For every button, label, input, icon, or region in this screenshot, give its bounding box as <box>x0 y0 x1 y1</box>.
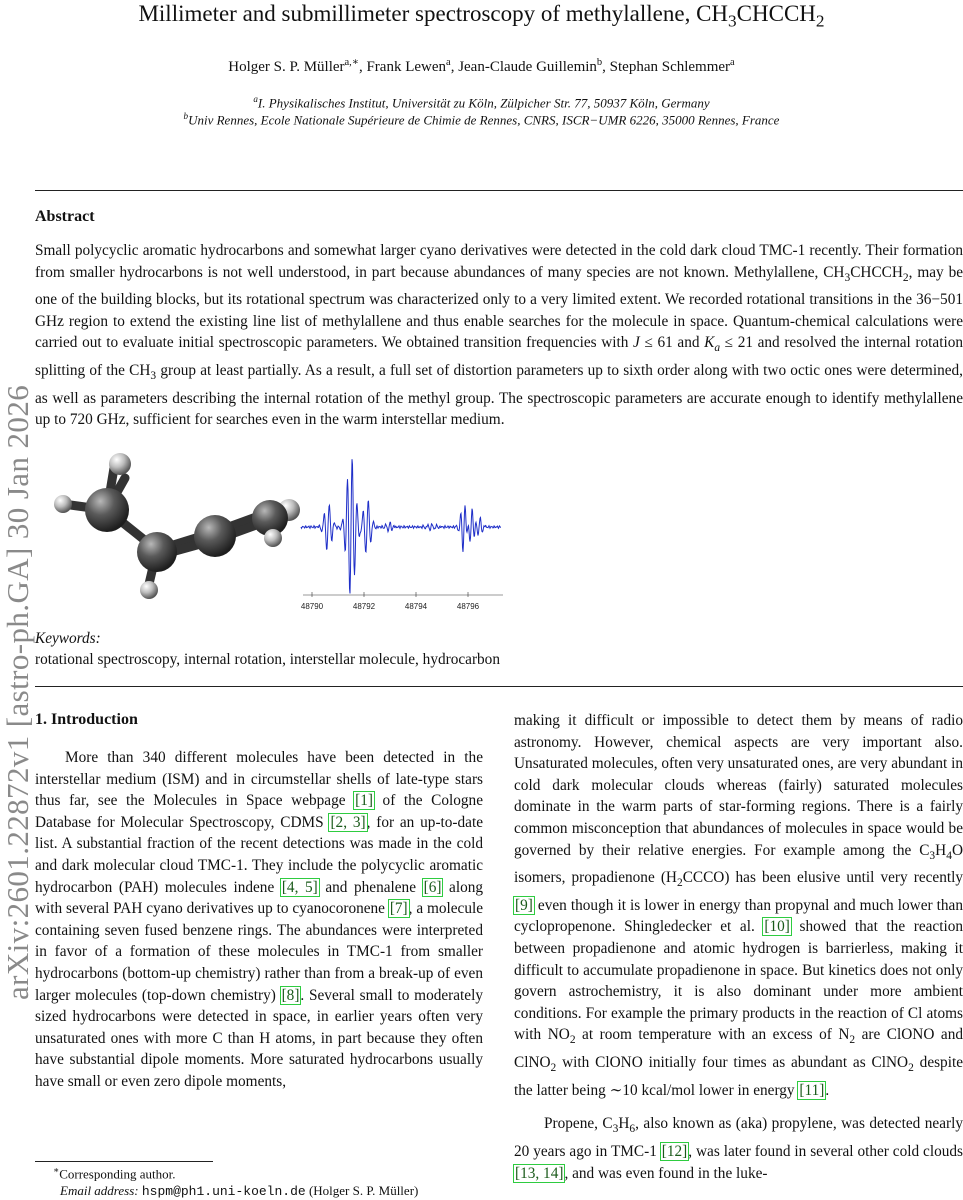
text-run: . Several small to moderately sized hydrocarbons were detected in space, in earlier years often very unsaturated ones with more C than H atoms, in part because they often have substantial dipole moments. More saturated hydrocarbons usually have small or even zero dipole moments, <box>35 986 483 1090</box>
subscript: 2 <box>569 1034 576 1047</box>
subscript: 2 <box>676 877 683 890</box>
carbon-atom <box>194 515 236 557</box>
text-run: , a molecule containing seven fused benzene rings. The abundances were interpreted in favor of a formation of these molecules in TMC-1 from smaller hydrocarbons (bottom-up chemistry) rather than from a break-up of even larger molecules (top-down chemistry) <box>35 900 484 1004</box>
citation-link[interactable]: [2, 3] <box>330 813 366 831</box>
author-separator: , <box>358 59 367 75</box>
text-run: , was later found in several other cold clouds <box>688 1142 963 1160</box>
spectrum-plot <box>298 432 508 617</box>
author-name: Holger S. P. Müller <box>228 59 345 75</box>
abstract-divider <box>35 686 963 687</box>
author-separator: , <box>450 59 459 75</box>
affiliation-a: $^a$I. Physikalisches Institut, Universität zu Köln, Zülpicher Str. 77, 50937 Köln, Germany <box>253 94 710 111</box>
email-link[interactable]: hspm@ph1.uni-koeln.de <box>141 1184 306 1199</box>
text-run: Propene, C <box>544 1115 613 1133</box>
paragraph-gap <box>514 1101 963 1113</box>
affiliation-b: $^b$Univ Rennes, Ecole Nationale Supérieure de Chimie de Rennes, CNRS, ISCR−UMR 6226, 35000 Rennes, France <box>183 111 780 128</box>
spectrum-trace <box>301 459 501 593</box>
spectrum-tick-label: 48794 <box>404 602 428 611</box>
text-run: and phenalene <box>318 878 423 896</box>
spectrum-tick-label: 48792 <box>352 602 376 611</box>
citation-link[interactable]: [9] <box>515 896 533 914</box>
author-affiliation-mark: a,∗ <box>344 57 359 68</box>
author-name: Stephan Schlemmer <box>609 59 731 75</box>
subscript: 3 <box>612 1123 619 1136</box>
intro-paragraph <box>35 747 483 1093</box>
footnote-corresponding: ∗Corresponding author. <box>53 1165 176 1182</box>
text-run: at room temperature with an excess of N <box>575 1026 850 1044</box>
text-run: More than 340 different molecules have been detected in the interstellar medium (ISM) and in circumstellar shells of late-type stars thus far, see the Molecules in Space webpage <box>35 749 483 810</box>
subscript: 4 <box>946 849 952 862</box>
keywords-label: Keywords: <box>35 630 101 647</box>
abstract-body: Small polycyclic aromatic hydrocarbons and somewhat larger cyano derivatives were detected in the cold dark cloud TMC-1 recently. Their formation from smaller hydrocarbons is not well understood, in part because abundances of many species are not known. Methylallene, $CH_3CHCCH_2$, may be one of the building blocks, but its rotational spectrum was characterized only to a very limited extent. We recorded rotational transitions in the 36−501 GHz region to extend the existing line list of methylallene and thus enable searches for the molecule in space. Quantum-chemical calculations were carried out to evaluate initial spectroscopic parameters. We obtained transition frequencies with J ≤ 61 and $K_a \le 21$ and resolved the internal rotation splitting of the $CH_3$ group at least partially. As a result, a full set of distortion parameters up to sixth order along with two octic ones were determined, as well as parameters describing the internal rotation of the methyl group. The spectroscopic parameters are accurate enough to identify methylallene up to 720 GHz, sufficient for searches even in the warm interstellar medium. <box>35 242 963 429</box>
footnote-divider <box>35 1161 213 1162</box>
subscript: 2 <box>849 1034 856 1047</box>
abstract-heading: Abstract <box>35 208 95 225</box>
subscript: 3 <box>929 849 936 862</box>
spectrum-tick-label: 48796 <box>456 602 480 611</box>
arxiv-stamp: arXiv:2601.22872v1 [astro-ph.GA] 30 Jan 2026 <box>0 384 35 1000</box>
citation-link[interactable]: [8] <box>281 986 300 1004</box>
author-name: Jean-Claude Guillemin <box>458 59 597 75</box>
text-run: even though it is lower in energy than propynal and much lower than cyclopropenone. Shingledecker et al. <box>514 896 963 936</box>
author-list <box>0 56 963 76</box>
text-run: despite the latter being ∼10 kcal/mol lower in energy <box>514 1054 963 1099</box>
citation-link[interactable]: [1] <box>355 792 373 810</box>
intro-paragraph <box>514 710 963 1101</box>
carbon-atom <box>85 488 129 532</box>
author-affiliation-mark: a <box>446 57 451 68</box>
text-run: along with several PAH cyano derivatives up to cyanocoronene <box>35 878 484 918</box>
paper-title: Millimeter and submillimeter spectroscopy of methylallene, $CH_3CHCCH_2$ <box>138 1 825 31</box>
text-run: . <box>825 1081 830 1099</box>
header-divider <box>35 190 963 191</box>
citation-link[interactable]: [13, 14] <box>515 1164 564 1182</box>
citation-link[interactable]: [7] <box>389 900 408 918</box>
citation-link[interactable]: [6] <box>423 878 442 896</box>
author-name: Frank Lewen <box>366 59 447 75</box>
hydrogen-atom <box>264 529 282 547</box>
methylallene-ball-and-stick-icon <box>45 440 305 610</box>
hydrogen-atom <box>140 581 158 599</box>
author-affiliation-mark: b <box>596 57 603 68</box>
spectrum-tick-label: 48790 <box>300 602 324 611</box>
text-run: with ClONO initially four times as abundant as ClNO <box>556 1054 909 1072</box>
text-run: of the Cologne Database for Molecular Spectroscopy, CDMS <box>35 792 483 831</box>
citation-link[interactable]: [11] <box>799 1081 825 1099</box>
text-run: O isomers, propadienone (H <box>514 841 963 887</box>
text-run: showed that the reaction between propadienone and atomic hydrogen is barrierless, making it difficult to accumulate propadienone in space. But kinetics does not only govern astrochemistry, it is also dominant under more ambient conditions. For example the primary products in the reaction of Cl atoms with NO <box>514 918 963 1044</box>
intro-column-right <box>514 710 963 1184</box>
text-run: are ClONO and ClNO <box>514 1026 963 1072</box>
intro-paragraph <box>514 1113 963 1184</box>
author-separator: , <box>602 59 610 75</box>
text-run: H <box>618 1115 630 1133</box>
text-run: CCCO) has been elusive until very recently <box>682 869 963 887</box>
subscript: 6 <box>629 1123 636 1136</box>
text-run: , for an up-to-date list. A substantial fraction of the recent detections was made in the cold and dark molecular cloud TMC-1. They include the polycyclic aromatic hydrocarbon (PAH) molecules indene <box>35 813 484 896</box>
text-run: making it difficult or impossible to detect them by means of radio astronomy. However, chemical aspects are very important also. Unsaturated molecules, often very unsaturated ones, are very abundant in cold dark molecular clouds whereas (fairly) saturated molecules dominate in the warm parts of star-forming regions. There is a fairly common misconception that abundances of molecules in space would be governed by their relative energies. For example among the C <box>514 712 963 859</box>
subscript: 2 <box>550 1062 557 1075</box>
carbon-atom <box>137 532 177 572</box>
hydrogen-atom <box>109 453 131 475</box>
intro-column-left <box>35 747 483 1093</box>
citation-link[interactable]: [4, 5] <box>281 878 318 896</box>
keywords-list: rotational spectroscopy, internal rotation, interstellar molecule, hydrocarbon <box>35 651 500 668</box>
citation-link[interactable]: [10] <box>764 918 790 936</box>
hydrogen-atom <box>54 495 72 513</box>
text-run: , and was even found in the luke- <box>564 1164 768 1182</box>
section-heading-introduction: 1. Introduction <box>35 711 138 728</box>
text-run: , also known as (aka) propylene, was detected nearly 20 years ago in TMC-1 <box>514 1115 963 1160</box>
text-run: H <box>935 841 947 859</box>
author-affiliation-mark: a <box>730 57 735 68</box>
footnote-email: Email address: hspm@ph1.uni-koeln.de (Holger S. P. Müller) <box>60 1183 419 1199</box>
citation-link[interactable]: [12] <box>661 1142 688 1160</box>
subscript: 2 <box>908 1062 914 1075</box>
